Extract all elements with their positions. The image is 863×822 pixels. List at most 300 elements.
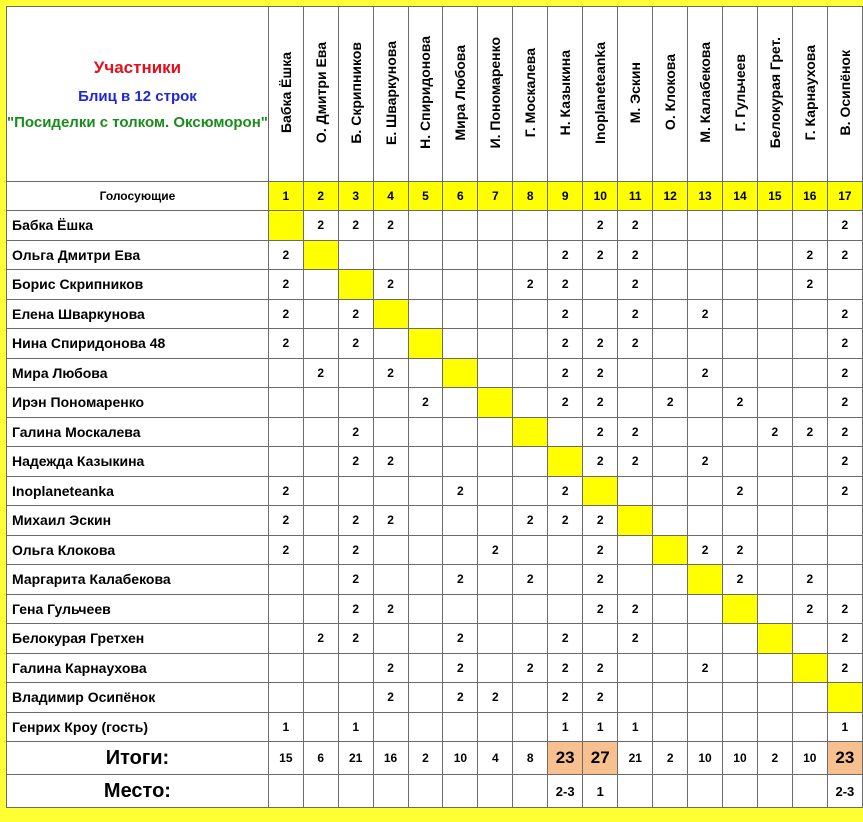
- vote-cell: [303, 447, 338, 477]
- participant-header: [827, 7, 862, 182]
- vote-cell: [408, 624, 443, 654]
- participant-number: 3: [338, 182, 373, 211]
- vote-cell: [373, 240, 408, 270]
- voter-row: [7, 240, 863, 270]
- vote-cell: 2: [373, 653, 408, 683]
- vote-cell: 2: [583, 535, 618, 565]
- vote-cell: 2: [513, 565, 548, 595]
- vote-cell: 2: [303, 358, 338, 388]
- self-vote-cell: [723, 594, 758, 624]
- vote-cell: [583, 299, 618, 329]
- participant-header: [723, 7, 758, 182]
- vote-cell: 2: [338, 594, 373, 624]
- voter-name: Галина Карнаухова: [7, 653, 269, 683]
- vote-cell: [513, 594, 548, 624]
- total-cell: 2: [757, 742, 792, 775]
- vote-cell: 2: [688, 653, 723, 683]
- contest-subtitle: Блиц в 12 строк: [78, 88, 197, 105]
- vote-cell: 2: [688, 299, 723, 329]
- voter-name: Михаил Эскин: [7, 506, 269, 536]
- vote-cell: [827, 565, 862, 595]
- participant-header: [268, 7, 303, 182]
- vote-cell: [268, 683, 303, 713]
- vote-cell: 2: [338, 299, 373, 329]
- voter-name: Владимир Осипёнок: [7, 683, 269, 713]
- participant-header: [618, 7, 653, 182]
- place-cell: [408, 775, 443, 808]
- vote-cell: 2: [373, 594, 408, 624]
- vote-cell: [757, 358, 792, 388]
- vote-cell: [688, 329, 723, 359]
- total-cell: 4: [478, 742, 513, 775]
- vote-cell: [723, 417, 758, 447]
- vote-cell: [268, 358, 303, 388]
- vote-cell: [443, 240, 478, 270]
- voter-name: Ольга Клокова: [7, 535, 269, 565]
- vote-cell: [303, 476, 338, 506]
- vote-cell: [618, 358, 653, 388]
- participant-number: 7: [478, 182, 513, 211]
- vote-cell: [653, 624, 688, 654]
- place-cell: [618, 775, 653, 808]
- vote-cell: [723, 447, 758, 477]
- vote-cell: [443, 594, 478, 624]
- vote-cell: [443, 712, 478, 742]
- participant-name: Г. Карнаухова: [801, 44, 818, 141]
- vote-cell: [338, 683, 373, 713]
- vote-cell: [653, 211, 688, 241]
- vote-cell: 2: [583, 565, 618, 595]
- vote-cell: 2: [618, 211, 653, 241]
- vote-cell: [653, 476, 688, 506]
- vote-cell: [303, 535, 338, 565]
- place-cell: [513, 775, 548, 808]
- vote-cell: 2: [338, 329, 373, 359]
- vote-cell: 2: [583, 358, 618, 388]
- vote-cell: 1: [618, 712, 653, 742]
- vote-cell: [653, 712, 688, 742]
- self-vote-cell: [338, 270, 373, 300]
- vote-cell: [408, 417, 443, 447]
- totals-row: [7, 742, 863, 775]
- vote-cell: 2: [443, 683, 478, 713]
- participant-name: О. Клокова: [662, 54, 679, 131]
- voter-name: Борис Скрипников: [7, 270, 269, 300]
- vote-cell: [548, 535, 583, 565]
- vote-cell: [723, 329, 758, 359]
- participant-name: Бабка Ёшка: [277, 51, 294, 133]
- vote-cell: 2: [303, 211, 338, 241]
- totals-label: Итоги:: [7, 742, 269, 775]
- vote-cell: 2: [268, 329, 303, 359]
- vote-cell: [618, 653, 653, 683]
- vote-cell: 2: [688, 447, 723, 477]
- vote-cell: [408, 270, 443, 300]
- voter-row: [7, 565, 863, 595]
- vote-cell: 2: [723, 535, 758, 565]
- vote-cell: 2: [583, 388, 618, 418]
- vote-cell: [757, 535, 792, 565]
- vote-cell: [688, 417, 723, 447]
- voter-row: [7, 476, 863, 506]
- participant-number: 11: [618, 182, 653, 211]
- vote-cell: 2: [723, 565, 758, 595]
- voters-number-row: [7, 182, 863, 211]
- vote-cell: 2: [618, 299, 653, 329]
- vote-cell: [303, 653, 338, 683]
- vote-cell: [408, 594, 443, 624]
- vote-cell: 2: [338, 211, 373, 241]
- vote-cell: 2: [827, 358, 862, 388]
- vote-cell: [583, 624, 618, 654]
- vote-cell: [478, 211, 513, 241]
- vote-cell: [443, 299, 478, 329]
- results-table: [6, 6, 863, 808]
- total-cell: 23: [827, 742, 862, 775]
- total-cell: 10: [688, 742, 723, 775]
- vote-cell: [373, 624, 408, 654]
- vote-cell: [653, 565, 688, 595]
- vote-cell: 2: [827, 211, 862, 241]
- vote-cell: [548, 594, 583, 624]
- vote-cell: 2: [757, 417, 792, 447]
- vote-cell: [373, 329, 408, 359]
- vote-cell: 2: [827, 240, 862, 270]
- vote-cell: [757, 447, 792, 477]
- self-vote-cell: [513, 417, 548, 447]
- vote-cell: [618, 476, 653, 506]
- participants-header-row: [7, 7, 863, 182]
- vote-cell: [478, 476, 513, 506]
- vote-cell: [513, 535, 548, 565]
- vote-cell: [653, 653, 688, 683]
- voter-row: [7, 270, 863, 300]
- vote-cell: 2: [548, 683, 583, 713]
- total-cell: 2: [408, 742, 443, 775]
- vote-cell: [478, 712, 513, 742]
- self-vote-cell: [373, 299, 408, 329]
- vote-cell: [792, 476, 827, 506]
- vote-cell: [443, 211, 478, 241]
- vote-cell: 2: [548, 388, 583, 418]
- voter-row: [7, 447, 863, 477]
- vote-cell: [373, 388, 408, 418]
- participant-name: О. Дмитри Ева: [312, 41, 329, 144]
- vote-cell: [792, 299, 827, 329]
- vote-cell: [513, 299, 548, 329]
- participant-name: Мира Любова: [452, 44, 469, 141]
- vote-cell: [443, 535, 478, 565]
- vote-cell: [653, 240, 688, 270]
- vote-cell: [792, 329, 827, 359]
- vote-cell: [443, 447, 478, 477]
- vote-cell: [757, 476, 792, 506]
- vote-cell: 2: [723, 476, 758, 506]
- vote-cell: 1: [827, 712, 862, 742]
- place-cell: [688, 775, 723, 808]
- vote-cell: [513, 683, 548, 713]
- vote-cell: [443, 506, 478, 536]
- vote-cell: [478, 565, 513, 595]
- vote-cell: 2: [827, 624, 862, 654]
- vote-cell: 2: [618, 417, 653, 447]
- total-cell: 23: [548, 742, 583, 775]
- vote-cell: 2: [373, 270, 408, 300]
- participant-number: 9: [548, 182, 583, 211]
- vote-cell: 2: [583, 417, 618, 447]
- vote-cell: 2: [583, 506, 618, 536]
- vote-cell: [478, 358, 513, 388]
- vote-cell: [268, 653, 303, 683]
- vote-cell: 2: [618, 447, 653, 477]
- vote-cell: 2: [443, 476, 478, 506]
- vote-cell: [653, 417, 688, 447]
- vote-cell: 2: [583, 240, 618, 270]
- vote-cell: 2: [583, 683, 618, 713]
- voter-name: Ирэн Пономаренко: [7, 388, 269, 418]
- vote-cell: 2: [723, 388, 758, 418]
- vote-cell: [757, 388, 792, 418]
- participant-number: 17: [827, 182, 862, 211]
- vote-cell: 2: [443, 624, 478, 654]
- vote-cell: 2: [618, 240, 653, 270]
- vote-cell: 2: [583, 594, 618, 624]
- vote-cell: [583, 270, 618, 300]
- vote-cell: [792, 712, 827, 742]
- vote-cell: [478, 240, 513, 270]
- vote-cell: [653, 329, 688, 359]
- vote-cell: [303, 683, 338, 713]
- vote-cell: [653, 299, 688, 329]
- vote-cell: 2: [827, 299, 862, 329]
- place-cell: 2-3: [827, 775, 862, 808]
- vote-cell: [268, 565, 303, 595]
- vote-cell: [827, 270, 862, 300]
- vote-cell: 2: [792, 417, 827, 447]
- vote-cell: [688, 683, 723, 713]
- vote-cell: [548, 565, 583, 595]
- vote-cell: [653, 447, 688, 477]
- voter-name: Ольга Дмитри Ева: [7, 240, 269, 270]
- participant-header: [583, 7, 618, 182]
- voter-name: Inoplaneteanka: [7, 476, 269, 506]
- vote-cell: 2: [618, 594, 653, 624]
- vote-cell: 2: [338, 447, 373, 477]
- vote-cell: [723, 712, 758, 742]
- vote-cell: [303, 417, 338, 447]
- participant-number: 4: [373, 182, 408, 211]
- total-cell: 21: [618, 742, 653, 775]
- vote-cell: [723, 683, 758, 713]
- vote-cell: [338, 240, 373, 270]
- vote-cell: [688, 476, 723, 506]
- vote-cell: [478, 624, 513, 654]
- vote-cell: [653, 594, 688, 624]
- vote-cell: 2: [827, 476, 862, 506]
- vote-cell: 2: [618, 329, 653, 359]
- vote-cell: [408, 506, 443, 536]
- vote-cell: 2: [583, 211, 618, 241]
- vote-cell: [268, 388, 303, 418]
- vote-cell: [373, 712, 408, 742]
- vote-cell: 2: [303, 624, 338, 654]
- vote-cell: [548, 211, 583, 241]
- vote-cell: 2: [373, 447, 408, 477]
- vote-cell: [303, 270, 338, 300]
- participant-number: 8: [513, 182, 548, 211]
- place-cell: [723, 775, 758, 808]
- total-cell: 8: [513, 742, 548, 775]
- places-row: [7, 775, 863, 808]
- voter-row: [7, 624, 863, 654]
- vote-cell: 2: [583, 653, 618, 683]
- vote-cell: [303, 388, 338, 418]
- place-cell: [792, 775, 827, 808]
- vote-cell: 2: [618, 624, 653, 654]
- voter-name: Елена Шваркунова: [7, 299, 269, 329]
- vote-cell: 2: [338, 535, 373, 565]
- vote-cell: [478, 653, 513, 683]
- place-cell: [338, 775, 373, 808]
- participant-name: Е. Шваркунова: [382, 40, 399, 145]
- participant-header: [373, 7, 408, 182]
- vote-cell: [688, 211, 723, 241]
- participant-name: Г. Гульчеев: [731, 53, 748, 132]
- vote-cell: [723, 358, 758, 388]
- voter-row: [7, 299, 863, 329]
- voter-name: Маргарита Калабекова: [7, 565, 269, 595]
- self-vote-cell: [478, 388, 513, 418]
- vote-cell: [338, 388, 373, 418]
- vote-cell: [792, 358, 827, 388]
- self-vote-cell: [618, 506, 653, 536]
- vote-cell: 2: [827, 653, 862, 683]
- vote-cell: 2: [827, 388, 862, 418]
- self-vote-cell: [827, 683, 862, 713]
- vote-cell: [513, 240, 548, 270]
- voter-name: Белокурая Гретхен: [7, 624, 269, 654]
- vote-cell: 1: [338, 712, 373, 742]
- vote-cell: 2: [827, 329, 862, 359]
- participant-name: В. Осипёнок: [836, 49, 853, 136]
- vote-cell: 2: [583, 329, 618, 359]
- vote-cell: [653, 358, 688, 388]
- participant-name: Н. Спиридонова: [417, 36, 434, 149]
- vote-cell: [268, 417, 303, 447]
- vote-cell: 2: [513, 653, 548, 683]
- place-cell: [303, 775, 338, 808]
- participant-header: [757, 7, 792, 182]
- vote-cell: [757, 329, 792, 359]
- vote-cell: 2: [373, 506, 408, 536]
- vote-cell: [827, 506, 862, 536]
- voter-row: [7, 535, 863, 565]
- vote-cell: [723, 653, 758, 683]
- vote-cell: [373, 476, 408, 506]
- participant-number: 2: [303, 182, 338, 211]
- participant-name: И. Пономаренко: [487, 36, 504, 149]
- vote-cell: [757, 712, 792, 742]
- vote-cell: 2: [443, 565, 478, 595]
- vote-cell: [443, 388, 478, 418]
- place-cell: 2-3: [548, 775, 583, 808]
- voter-row: [7, 683, 863, 713]
- vote-cell: 2: [827, 447, 862, 477]
- vote-cell: [443, 270, 478, 300]
- vote-cell: 2: [548, 624, 583, 654]
- self-vote-cell: [757, 624, 792, 654]
- voter-name: Гена Гульчеев: [7, 594, 269, 624]
- participant-number: 6: [443, 182, 478, 211]
- vote-cell: [723, 270, 758, 300]
- participant-name: М. Калабекова: [697, 42, 714, 143]
- total-cell: 10: [443, 742, 478, 775]
- vote-cell: [688, 388, 723, 418]
- vote-cell: 2: [548, 240, 583, 270]
- voter-row: [7, 358, 863, 388]
- vote-cell: [443, 329, 478, 359]
- vote-cell: [618, 565, 653, 595]
- participant-number: 1: [268, 182, 303, 211]
- vote-cell: 2: [548, 506, 583, 536]
- vote-cell: [408, 476, 443, 506]
- vote-cell: 2: [513, 506, 548, 536]
- vote-cell: [548, 417, 583, 447]
- vote-cell: [688, 712, 723, 742]
- total-cell: 6: [303, 742, 338, 775]
- vote-cell: 2: [583, 447, 618, 477]
- vote-cell: 2: [373, 211, 408, 241]
- vote-cell: [618, 388, 653, 418]
- vote-cell: 2: [268, 476, 303, 506]
- vote-cell: [303, 299, 338, 329]
- vote-cell: [408, 211, 443, 241]
- vote-cell: [723, 506, 758, 536]
- voter-row: [7, 712, 863, 742]
- vote-cell: [757, 565, 792, 595]
- vote-cell: 2: [548, 476, 583, 506]
- vote-cell: [757, 506, 792, 536]
- title-cell: [7, 7, 269, 182]
- voter-name: Галина Москалева: [7, 417, 269, 447]
- vote-cell: 2: [478, 535, 513, 565]
- vote-cell: 2: [792, 565, 827, 595]
- total-cell: 16: [373, 742, 408, 775]
- vote-cell: [792, 683, 827, 713]
- participant-name: М. Эскин: [627, 61, 644, 124]
- self-vote-cell: [583, 476, 618, 506]
- vote-cell: [513, 358, 548, 388]
- voter-name: Генрих Кроу (гость): [7, 712, 269, 742]
- voter-row: [7, 329, 863, 359]
- vote-cell: [688, 506, 723, 536]
- participant-header: [792, 7, 827, 182]
- vote-cell: 2: [548, 358, 583, 388]
- vote-cell: 2: [792, 270, 827, 300]
- vote-cell: [792, 624, 827, 654]
- vote-cell: 2: [408, 388, 443, 418]
- vote-cell: [303, 329, 338, 359]
- vote-cell: [268, 624, 303, 654]
- total-cell: 2: [653, 742, 688, 775]
- vote-cell: 2: [688, 535, 723, 565]
- vote-cell: 2: [548, 299, 583, 329]
- vote-cell: 1: [548, 712, 583, 742]
- vote-cell: 2: [548, 270, 583, 300]
- vote-cell: [757, 653, 792, 683]
- vote-cell: [268, 447, 303, 477]
- vote-cell: [618, 683, 653, 713]
